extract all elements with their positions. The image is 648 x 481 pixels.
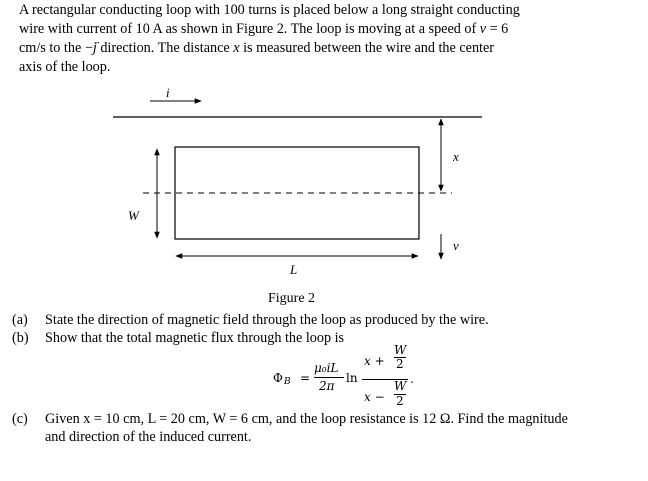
numerator-w: W <box>394 343 407 357</box>
question-b-tag: (b) <box>12 330 29 346</box>
width-w-label: W <box>128 208 139 223</box>
question-a <box>12 311 489 329</box>
coefficient-numerator: μ₀iL <box>314 361 339 375</box>
ln-operator: ln <box>346 371 358 385</box>
intro-line-3-text: cm/s to the <box>19 40 85 56</box>
distance-variable: x <box>233 40 240 56</box>
flux-symbol: Φ <box>273 371 283 385</box>
equals-sign: = <box>300 371 311 385</box>
denominator-w: W <box>394 379 407 393</box>
velocity-label: v <box>453 238 459 253</box>
denominator-two: 2 <box>396 394 404 408</box>
question-c-tag: (c) <box>12 411 28 427</box>
intro-line-3-mid: direction. The distance <box>96 40 234 56</box>
j-unit-vector: → j <box>93 39 97 58</box>
flux-formula <box>270 344 430 412</box>
intro-line-4: axis of the loop. <box>19 59 111 75</box>
numerator-two: 2 <box>396 357 404 371</box>
question-c-text-line1: Given x = 10 cm, L = 20 cm, W = 6 cm, and the loop resistance is 12 Ω. Find the magnitude <box>45 411 568 427</box>
intro-line-2-text: wire with current of 10 A as shown in Figure 2. The loop is moving at a speed of <box>19 21 480 37</box>
flux-subscript: B <box>284 377 291 387</box>
intro-line-3-end: is measured between the wire and the center <box>239 40 495 56</box>
question-b-text: Show that the total magnetic flux through the loop is <box>45 330 345 346</box>
speed-variable: v <box>479 21 487 37</box>
coefficient-denominator: 2π <box>319 379 335 393</box>
question-a-text: State the direction of magnetic field through the loop as produced by the wire. <box>45 312 489 328</box>
figure-caption: Figure 2 <box>268 291 316 306</box>
coefficient-fraction-bar <box>314 377 344 378</box>
speed-value: = 6 <box>486 21 509 37</box>
intro-line-1: A rectangular conducting loop with 100 turns is placed below a long straight conducting <box>19 2 520 18</box>
distance-x-label: x <box>453 149 459 164</box>
question-a-tag: (a) <box>12 312 28 328</box>
minus-sign: − <box>84 40 93 56</box>
current-label: i <box>166 85 170 100</box>
length-l-label: L <box>290 262 298 277</box>
formula-period: . <box>410 372 414 386</box>
numerator-x: x + <box>364 354 385 368</box>
denominator-x: x − <box>364 390 385 404</box>
question-c <box>12 410 568 446</box>
question-c-text-line2: and direction of the induced current. <box>45 429 252 445</box>
